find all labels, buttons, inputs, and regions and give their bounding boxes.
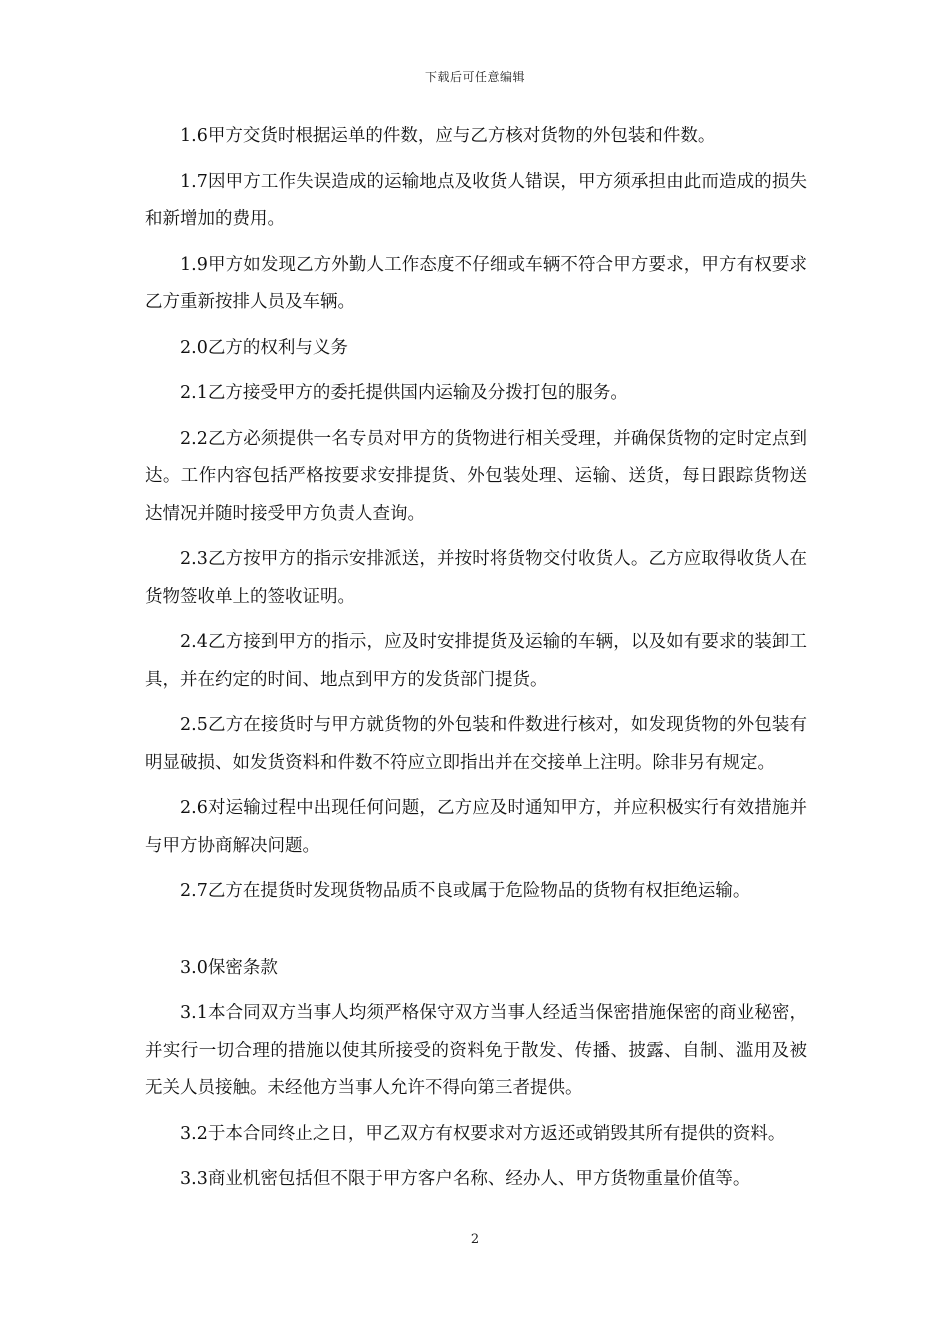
clause-2-7: 2.7乙方在提货时发现货物品质不良或属于危险物品的货物有权拒绝运输。 [180,881,751,901]
clause-3-1: 3.1本合同双方当事人均须严格保守双方当事人经适当保密措施保密的商业秘密，并实行一切合理的措施以使其所接受的资料免于散发、传播、披露、自制、滥用及被无关人员接触。未经他方当事人允许不得向第三者提供。 [145,1003,807,1098]
clause-1-9: 1.9甲方如发现乙方外勤人工作态度不仔细或车辆不符合甲方要求，甲方有权要求乙方重新按排人员及车辆。 [145,254,807,312]
clause-2-3: 2.3乙方按甲方的指示安排派送，并按时将货物交付收货人。乙方应取得收货人在货物签收单上的签收证明。 [145,549,807,607]
clause-2-6: 2.6对运输过程中出现任何问题，乙方应及时通知甲方，并应积极实行有效措施并与甲方协商解决问题。 [145,798,807,856]
clause-3-3: 3.3商业机密包括但不限于甲方客户名称、经办人、甲方货物重量价值等。 [180,1169,751,1189]
section-heading-3-0: 3.0保密条款 [180,957,278,978]
section-heading-2-0: 2.0乙方的权利与义务 [180,337,348,358]
clause-2-1: 2.1乙方接受甲方的委托提供国内运输及分拨打包的服务。 [180,383,628,403]
clause-2-4: 2.4乙方接到甲方的指示，应及时安排提货及运输的车辆，以及如有要求的装卸工具，并在约定的时间、地点到甲方的发货部门提货。 [145,632,807,690]
clause-2-5: 2.5乙方在接货时与甲方就货物的外包装和件数进行核对，如发现货物的外包装有明显破损、如发货资料和件数不符应立即指出并在交接单上注明。除非另有规定。 [145,715,807,773]
section-spacer [145,919,807,950]
page-header: 下载后可任意编辑 [424,70,525,84]
page-number: 2 [470,1232,480,1247]
clause-1-7: 1.7因甲方工作失误造成的运输地点及收货人错误，甲方须承担由此而造成的损失和新增加的费用。 [145,171,807,229]
clause-2-2: 2.2乙方必须提供一名专员对甲方的货物进行相关受理，并确保货物的定时定点到达。工作内容包括严格按要求安排提货、外包装处理、运输、送货，每日跟踪货物送达情况并随时接受甲方负责人查询。 [145,428,807,524]
clause-3-2: 3.2于本合同终止之日，甲乙双方有权要求对方返还或销毁其所有提供的资料。 [180,1123,786,1144]
clause-1-6: 1.6甲方交货时根据运单的件数，应与乙方核对货物的外包装和件数。 [180,126,716,146]
document-body [145,118,807,1207]
